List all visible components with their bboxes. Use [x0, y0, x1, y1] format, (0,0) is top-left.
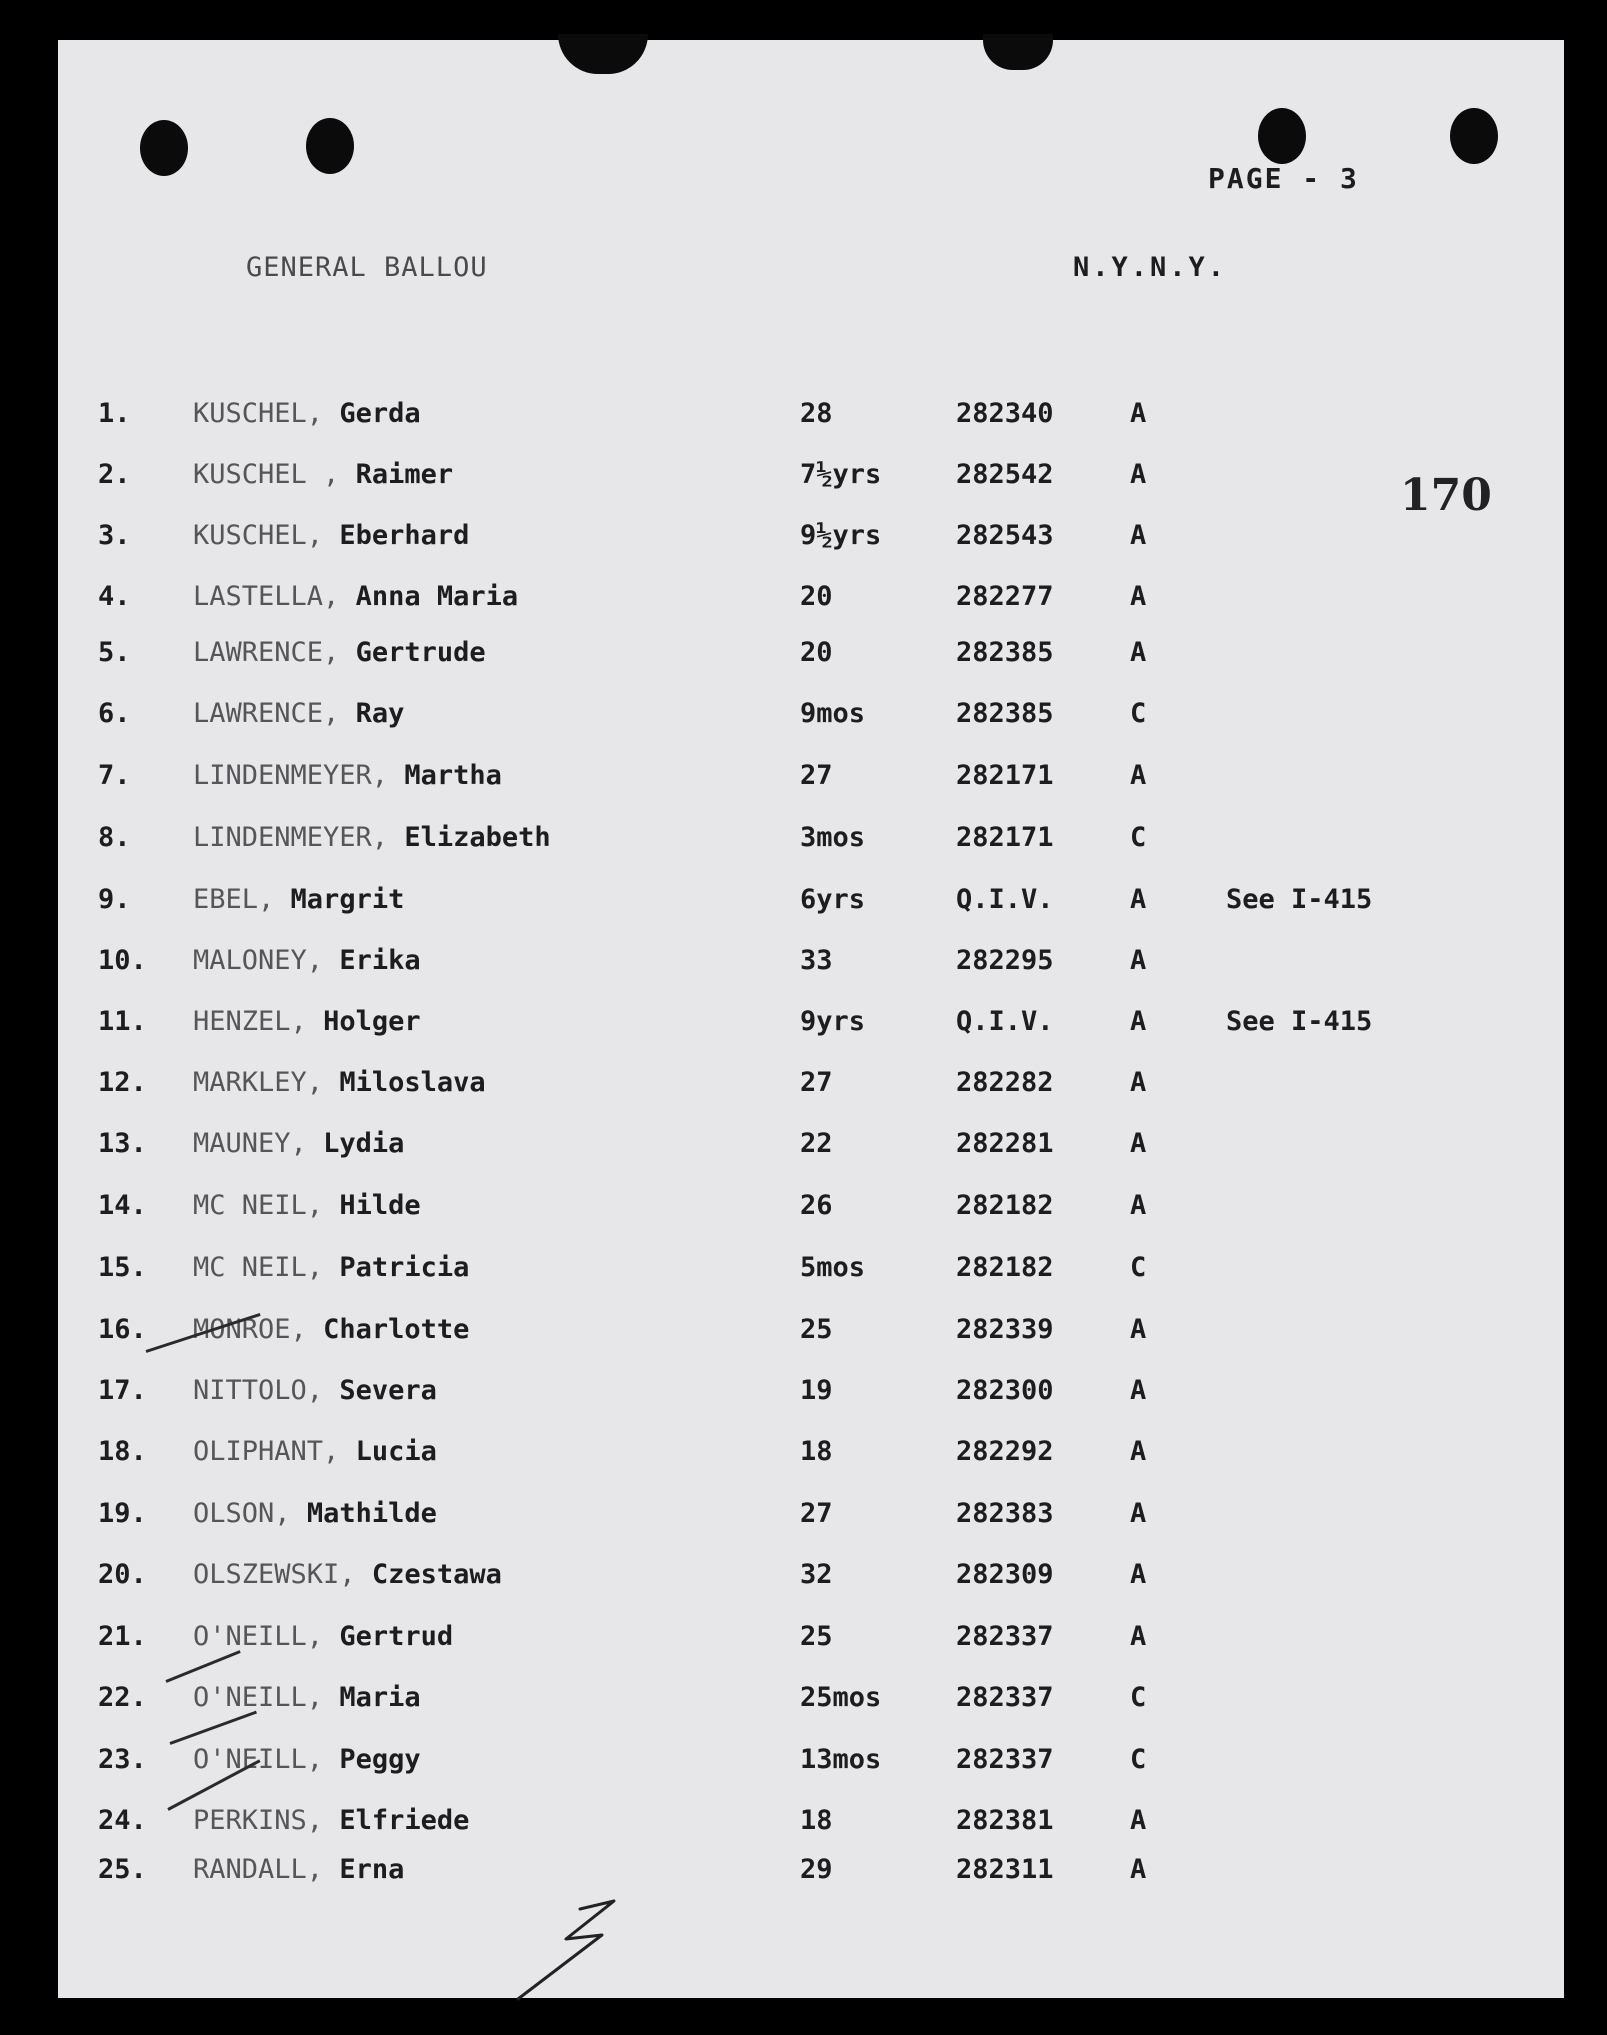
- entry-surname: LAWRENCE,: [193, 698, 340, 729]
- list-item: [98, 1559, 1538, 1599]
- entry-surname: LINDENMEYER,: [193, 822, 389, 853]
- entry-name: [193, 1621, 453, 1652]
- entry-surname: O'NEILL,: [193, 1744, 324, 1775]
- entry-surname: PERKINS,: [193, 1805, 324, 1836]
- entry-surname: LAWRENCE,: [193, 637, 340, 668]
- list-item: [98, 581, 1538, 621]
- entry-surname: LASTELLA,: [193, 581, 340, 612]
- entry-certificate: 282309: [956, 1559, 1054, 1590]
- entry-certificate: 282292: [956, 1436, 1054, 1467]
- entry-given-name: Martha: [404, 760, 502, 791]
- entry-age: 19: [800, 1375, 833, 1406]
- entry-certificate: 282311: [956, 1854, 1054, 1885]
- entry-class: A: [1130, 945, 1147, 976]
- entry-class: C: [1130, 1682, 1147, 1713]
- entry-age: 33: [800, 945, 833, 976]
- entry-class: A: [1130, 1375, 1147, 1406]
- list-item: [98, 945, 1538, 985]
- entry-given-name: Severa: [339, 1375, 437, 1406]
- torn-edge-top-2: [983, 34, 1053, 70]
- entry-given-name: Czestawa: [371, 1559, 502, 1590]
- list-item: [98, 1067, 1538, 1107]
- entry-name: [193, 945, 421, 976]
- entry-name: [193, 760, 502, 791]
- list-item: [98, 698, 1538, 738]
- entry-name: [193, 884, 404, 915]
- entry-number: 9.: [98, 884, 131, 915]
- entry-age: 18: [800, 1436, 833, 1467]
- entry-surname: MC NEIL,: [193, 1252, 324, 1283]
- list-item: [98, 1682, 1538, 1722]
- list-item: [98, 1621, 1538, 1661]
- entry-certificate: 282542: [956, 459, 1054, 490]
- entry-age: 25: [800, 1621, 833, 1652]
- entry-surname: OLSZEWSKI,: [193, 1559, 356, 1590]
- entry-class: A: [1130, 1498, 1147, 1529]
- entry-age: 25mos: [800, 1682, 882, 1713]
- entry-surname: O'NEILL,: [193, 1621, 324, 1652]
- list-item: [98, 398, 1538, 438]
- entry-name: [193, 1682, 421, 1713]
- entry-name: [193, 1375, 437, 1406]
- entry-age: 6yrs: [800, 884, 866, 915]
- entry-class: A: [1130, 884, 1147, 915]
- entry-class: A: [1130, 1621, 1147, 1652]
- list-item: [98, 520, 1538, 560]
- list-item: [98, 1436, 1538, 1476]
- entry-certificate: Q.I.V.: [956, 1006, 1054, 1037]
- entry-age: 20: [800, 581, 833, 612]
- entry-number: 22.: [98, 1682, 147, 1713]
- entry-class: A: [1130, 1436, 1147, 1467]
- entry-given-name: Eberhard: [339, 520, 470, 551]
- entry-given-name: Hilde: [339, 1190, 421, 1221]
- entry-number: 14.: [98, 1190, 147, 1221]
- entry-given-name: Maria: [339, 1682, 421, 1713]
- entry-age: 9mos: [800, 698, 866, 729]
- entry-given-name: Gerda: [339, 398, 421, 429]
- entry-given-name: Miloslava: [339, 1067, 486, 1098]
- entry-given-name: Lucia: [355, 1436, 437, 1467]
- entry-number: 2.: [98, 459, 131, 490]
- entry-number: 10.: [98, 945, 147, 976]
- entry-given-name: Gertrud: [339, 1621, 454, 1652]
- entry-name: [193, 1314, 469, 1345]
- entry-number: 21.: [98, 1621, 147, 1652]
- list-item: [98, 459, 1538, 499]
- entry-note: See I-415: [1226, 884, 1373, 915]
- ship-name: GENERAL BALLOU: [246, 252, 488, 283]
- entry-surname: KUSCHEL ,: [193, 459, 340, 490]
- list-item: [98, 884, 1538, 924]
- entry-given-name: Patricia: [339, 1252, 470, 1283]
- entry-certificate: 282337: [956, 1682, 1054, 1713]
- entry-class: A: [1130, 1805, 1147, 1836]
- entry-certificate: 282385: [956, 698, 1054, 729]
- entry-given-name: Lydia: [323, 1128, 405, 1159]
- entry-number: 18.: [98, 1436, 147, 1467]
- entry-certificate: Q.I.V.: [956, 884, 1054, 915]
- entry-surname: MONROE,: [193, 1314, 307, 1345]
- entry-certificate: 282277: [956, 581, 1054, 612]
- entry-number: 13.: [98, 1128, 147, 1159]
- entry-name: [193, 698, 404, 729]
- entry-age: 27: [800, 1498, 833, 1529]
- punch-hole-left-1: [140, 120, 188, 176]
- entry-surname: OLSON,: [193, 1498, 291, 1529]
- entry-name: [193, 1252, 469, 1283]
- entry-class: A: [1130, 520, 1147, 551]
- entry-certificate: 282171: [956, 822, 1054, 853]
- list-item: [98, 1314, 1538, 1354]
- torn-edge-top: [558, 34, 648, 74]
- entry-class: C: [1130, 698, 1147, 729]
- list-item: [98, 1854, 1538, 1894]
- entry-certificate: 282281: [956, 1128, 1054, 1159]
- entry-name: [193, 637, 486, 668]
- entry-class: A: [1130, 760, 1147, 791]
- entry-class: A: [1130, 581, 1147, 612]
- entry-class: A: [1130, 1854, 1147, 1885]
- entry-surname: O'NEILL,: [193, 1682, 324, 1713]
- entry-name: [193, 520, 469, 551]
- entry-class: A: [1130, 1190, 1147, 1221]
- entry-age: 7½yrs: [800, 459, 882, 490]
- entry-name: [193, 1854, 404, 1885]
- entry-name: [193, 1190, 421, 1221]
- entry-number: 3.: [98, 520, 131, 551]
- entry-surname: HENZEL,: [193, 1006, 307, 1037]
- entry-class: A: [1130, 1067, 1147, 1098]
- entry-number: 16.: [98, 1314, 147, 1345]
- entry-surname: NITTOLO,: [193, 1375, 324, 1406]
- entry-surname: KUSCHEL,: [193, 398, 324, 429]
- list-item: [98, 1252, 1538, 1292]
- entry-number: 8.: [98, 822, 131, 853]
- entry-name: [193, 1128, 404, 1159]
- entry-certificate: 282337: [956, 1744, 1054, 1775]
- entry-age: 32: [800, 1559, 833, 1590]
- entry-certificate: 282385: [956, 637, 1054, 668]
- entry-age: 28: [800, 398, 833, 429]
- entry-surname: EBEL,: [193, 884, 275, 915]
- entry-given-name: Elizabeth: [404, 822, 551, 853]
- entry-given-name: Erika: [339, 945, 421, 976]
- entry-class: C: [1130, 1744, 1147, 1775]
- entry-note: See I-415: [1226, 1006, 1373, 1037]
- list-item: [98, 1744, 1538, 1784]
- entry-number: 4.: [98, 581, 131, 612]
- entry-given-name: Raimer: [355, 459, 454, 490]
- list-item: [98, 1375, 1538, 1415]
- entry-number: 12.: [98, 1067, 147, 1098]
- list-item: [98, 637, 1538, 677]
- list-item: [98, 1498, 1538, 1538]
- entry-age: 29: [800, 1854, 833, 1885]
- entry-surname: RANDALL,: [193, 1854, 324, 1885]
- entry-name: [193, 1559, 502, 1590]
- punch-hole-right-2: [1450, 108, 1498, 164]
- entry-certificate: 282337: [956, 1621, 1054, 1652]
- entry-certificate: 282340: [956, 398, 1054, 429]
- entry-name: [193, 459, 453, 490]
- entry-given-name: Holger: [323, 1006, 421, 1037]
- entry-given-name: Ray: [355, 698, 405, 729]
- entry-certificate: 282543: [956, 520, 1054, 551]
- list-item: [98, 822, 1538, 862]
- handwritten-mark: [510, 1895, 630, 2005]
- entry-name: [193, 1436, 437, 1467]
- punch-hole-left-2: [306, 118, 354, 174]
- entry-certificate: 282383: [956, 1498, 1054, 1529]
- entry-number: 20.: [98, 1559, 147, 1590]
- entry-surname: MARKLEY,: [193, 1067, 324, 1098]
- stamp-number: 170: [1400, 470, 1492, 521]
- entry-class: C: [1130, 822, 1147, 853]
- entry-name: [193, 1006, 421, 1037]
- entry-number: 5.: [98, 637, 131, 668]
- entry-age: 3mos: [800, 822, 866, 853]
- entry-class: A: [1130, 398, 1147, 429]
- entry-surname: LINDENMEYER,: [193, 760, 389, 791]
- entry-certificate: 282182: [956, 1190, 1054, 1221]
- entry-name: [193, 581, 518, 612]
- entry-number: 1.: [98, 398, 131, 429]
- entry-name: [193, 822, 551, 853]
- entry-number: 6.: [98, 698, 131, 729]
- entry-number: 7.: [98, 760, 131, 791]
- entry-number: 25.: [98, 1854, 147, 1885]
- entry-class: C: [1130, 1252, 1147, 1283]
- entry-age: 27: [800, 1067, 833, 1098]
- entry-age: 5mos: [800, 1252, 866, 1283]
- entry-age: 27: [800, 760, 833, 791]
- entry-given-name: Elfriede: [339, 1805, 470, 1836]
- entry-given-name: Peggy: [339, 1744, 421, 1775]
- document-page: [58, 40, 1564, 1998]
- entry-surname: KUSCHEL,: [193, 520, 324, 551]
- entry-given-name: Mathilde: [306, 1498, 437, 1529]
- entry-certificate: 282282: [956, 1067, 1054, 1098]
- entry-certificate: 282295: [956, 945, 1054, 976]
- entry-given-name: Gertrude: [355, 637, 486, 668]
- entry-age: 20: [800, 637, 833, 668]
- entry-class: A: [1130, 1559, 1147, 1590]
- entry-age: 25: [800, 1314, 833, 1345]
- entry-given-name: Erna: [339, 1854, 405, 1885]
- entry-number: 11.: [98, 1006, 147, 1037]
- entry-certificate: 282171: [956, 760, 1054, 791]
- entry-age: 13mos: [800, 1744, 882, 1775]
- entry-number: 19.: [98, 1498, 147, 1529]
- entry-age: 22: [800, 1128, 833, 1159]
- entry-name: [193, 1498, 437, 1529]
- entry-number: 15.: [98, 1252, 147, 1283]
- punch-hole-right-1: [1258, 108, 1306, 164]
- list-item: [98, 1128, 1538, 1168]
- entry-given-name: Charlotte: [323, 1314, 470, 1345]
- entry-surname: MAUNEY,: [193, 1128, 307, 1159]
- entry-surname: MC NEIL,: [193, 1190, 324, 1221]
- entry-age: 9yrs: [800, 1006, 866, 1037]
- entry-age: 26: [800, 1190, 833, 1221]
- entry-age: 18: [800, 1805, 833, 1836]
- entry-certificate: 282300: [956, 1375, 1054, 1406]
- entry-number: 24.: [98, 1805, 147, 1836]
- entry-name: [193, 1744, 421, 1775]
- entry-age: 9½yrs: [800, 520, 882, 551]
- entry-given-name: Margrit: [290, 884, 405, 915]
- port-name: N.Y.N.Y.: [1073, 252, 1228, 283]
- page-number: PAGE - 3: [1208, 162, 1359, 195]
- entry-surname: MALONEY,: [193, 945, 324, 976]
- entry-class: A: [1130, 459, 1147, 490]
- entry-class: A: [1130, 1128, 1147, 1159]
- list-item: [98, 760, 1538, 800]
- entry-certificate: 282182: [956, 1252, 1054, 1283]
- entry-number: 23.: [98, 1744, 147, 1775]
- list-item: [98, 1190, 1538, 1230]
- entry-certificate: 282339: [956, 1314, 1054, 1345]
- entry-given-name: Anna Maria: [355, 581, 519, 612]
- entry-name: [193, 398, 421, 429]
- entry-class: A: [1130, 637, 1147, 668]
- entry-surname: OLIPHANT,: [193, 1436, 340, 1467]
- entry-class: A: [1130, 1314, 1147, 1345]
- entry-name: [193, 1805, 469, 1836]
- entry-certificate: 282381: [956, 1805, 1054, 1836]
- entry-number: 17.: [98, 1375, 147, 1406]
- list-item: [98, 1805, 1538, 1845]
- entry-class: A: [1130, 1006, 1147, 1037]
- entry-name: [193, 1067, 486, 1098]
- list-item: [98, 1006, 1538, 1046]
